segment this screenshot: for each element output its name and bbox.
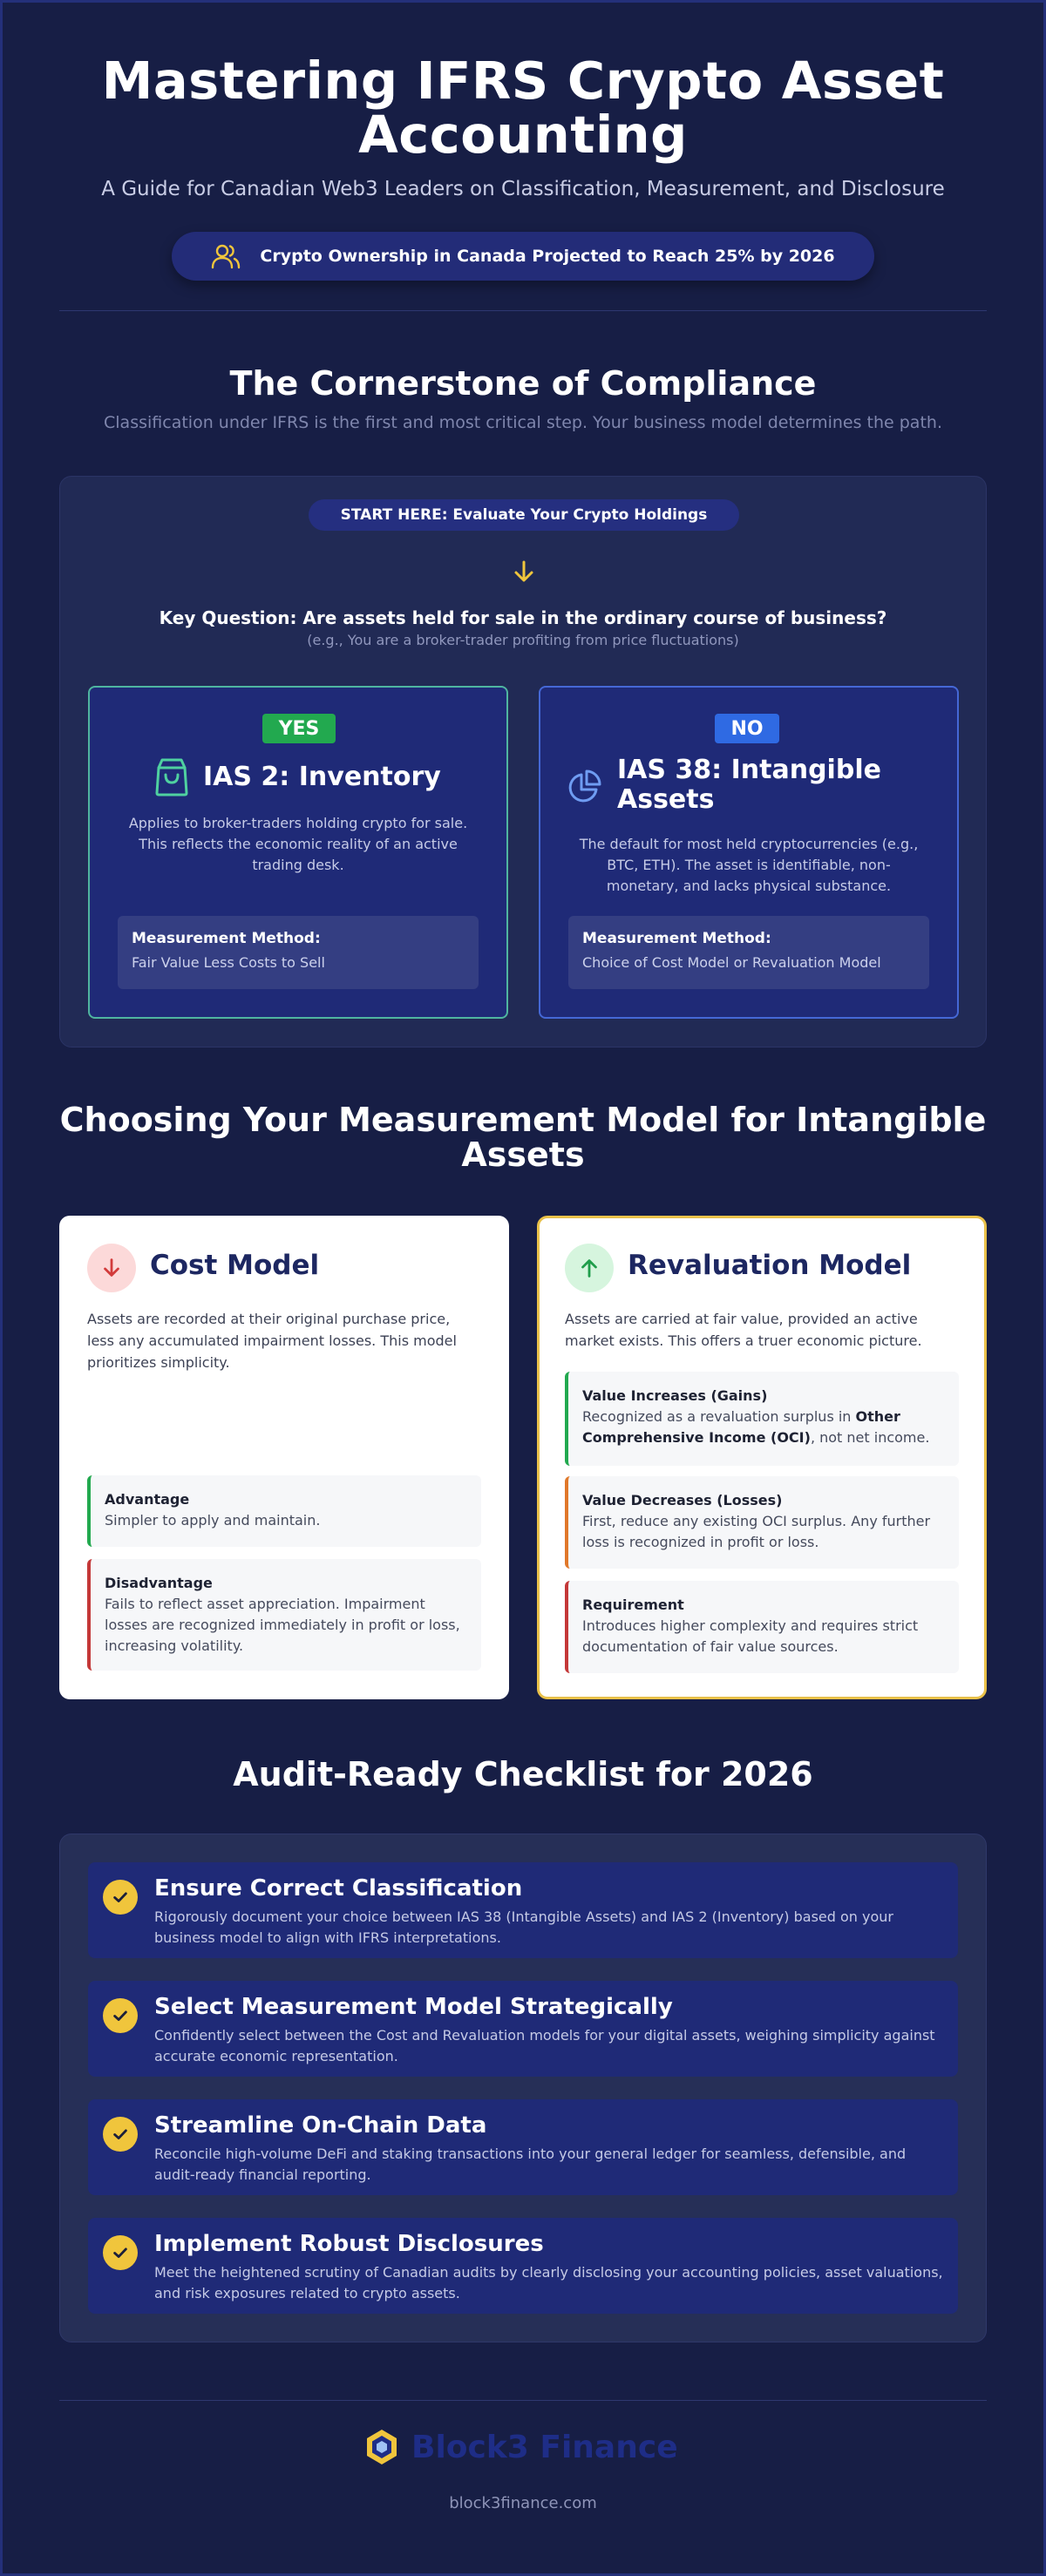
revaluation-model-title: Revaluation Model <box>628 1250 912 1281</box>
divider <box>59 2400 987 2401</box>
gains-text-bold: Other Comprehensive Income (OCI) <box>582 1408 900 1446</box>
cost-model-title: Cost Model <box>150 1250 320 1281</box>
gains-text-pre: Recognized as a revaluation surplus in <box>582 1408 856 1425</box>
gains-title: Value Increases (Gains) <box>582 1387 768 1404</box>
checklist-item <box>88 1862 958 1958</box>
revaluation-model-card <box>537 1216 987 1699</box>
shopping-bag-icon <box>153 757 191 797</box>
disadvantage-text: Fails to reflect asset appreciation. Impairment losses are recognized immediately in profit or loss, increasing volatility. <box>105 1596 460 1654</box>
checklist-item-text: Confidently select between the Cost and Revaluation models for your digital assets, weighing simplicity against accurate economic representation. <box>154 2027 935 2064</box>
ias38-measurement-box <box>568 916 929 989</box>
hexagon-logo-icon <box>364 2428 399 2466</box>
checklist-item-title: Ensure Correct Classification <box>154 1875 523 1901</box>
cost-model-card <box>59 1216 509 1699</box>
page-title: Mastering IFRS Crypto Asset Accounting <box>101 51 945 165</box>
stat-pill-text: Crypto Ownership in Canada Projected to Reach 25% by 2026 <box>260 247 835 266</box>
stat-pill <box>172 232 874 281</box>
check-icon <box>103 2235 138 2270</box>
ias2-title: IAS 2: Inventory <box>203 762 441 792</box>
website-link[interactable]: block3finance.com <box>449 2494 597 2512</box>
users-icon <box>211 243 241 269</box>
gains-box <box>565 1372 959 1466</box>
brand-name: Block3 Finance <box>411 2429 678 2465</box>
ias2-description: Applies to broker-traders holding crypto for sale. This reflects the economic reality of an active trading desk. <box>128 815 468 873</box>
requirement-title: Requirement <box>582 1596 684 1613</box>
requirement-text: Introduces higher complexity and requires strict documentation of fair value sources. <box>582 1617 919 1655</box>
checklist-panel <box>59 1834 987 2342</box>
page-subtitle: A Guide for Canadian Web3 Leaders on Classification, Measurement, and Disclosure <box>101 178 945 200</box>
start-here-pill: START HERE: Evaluate Your Crypto Holdings <box>309 499 739 531</box>
advantage-text: Simpler to apply and maintain. <box>105 1512 321 1529</box>
reval-icon-circle <box>565 1244 614 1292</box>
divider <box>59 310 987 311</box>
classification-title: The Cornerstone of Compliance <box>229 364 817 403</box>
checklist-item-title: Streamline On-Chain Data <box>154 2112 487 2139</box>
checklist-item-title: Select Measurement Model Strategically <box>154 1994 673 2020</box>
checklist-item-title: Implement Robust Disclosures <box>154 2231 544 2257</box>
key-question-example: (e.g., You are a broker-trader profiting from price fluctuations) <box>307 632 739 648</box>
pie-chart-icon <box>567 769 601 804</box>
option-no-card <box>539 686 959 1019</box>
gains-text-post: , not net income. <box>810 1429 930 1446</box>
no-badge: NO <box>715 714 779 743</box>
revaluation-model-description: Assets are carried at fair value, provided an active market exists. This offers a truer economic picture. <box>565 1311 922 1349</box>
measurement-value: Choice of Cost Model or Revaluation Model <box>582 954 881 971</box>
arrow-down-icon <box>99 1256 124 1280</box>
check-icon <box>103 2117 138 2152</box>
check-icon <box>103 1998 138 2033</box>
ias2-measurement-box <box>118 916 479 989</box>
ias38-title: IAS 38: Intangible Assets <box>617 755 881 815</box>
losses-text: First, reduce any existing OCI surplus. Any further loss is recognized in profit or loss. <box>582 1513 931 1550</box>
measurement-value: Fair Value Less Costs to Sell <box>132 954 325 971</box>
checklist-title: Audit-Ready Checklist for 2026 <box>233 1755 813 1793</box>
option-yes-card <box>88 686 508 1019</box>
requirement-box <box>565 1581 959 1673</box>
arrow-up-icon <box>577 1256 601 1280</box>
checklist-item-text: Reconcile high-volume DeFi and staking transactions into your general ledger for seamless, defensible, and audit-ready financial reporting. <box>154 2146 907 2183</box>
measurement-title: Choosing Your Measurement Model for Intangible Assets <box>59 1101 987 1174</box>
checklist-item <box>88 1981 958 2077</box>
advantage-title: Advantage <box>105 1491 190 1508</box>
classification-subtitle: Classification under IFRS is the first and most critical step. Your business model determines the path. <box>104 413 942 432</box>
disadvantage-title: Disadvantage <box>105 1575 213 1591</box>
disadvantage-box <box>87 1559 481 1671</box>
checklist-item <box>88 2218 958 2314</box>
cost-icon-circle <box>87 1244 136 1292</box>
checklist-item <box>88 2099 958 2195</box>
classification-panel <box>59 476 987 1047</box>
yes-badge: YES <box>262 714 336 743</box>
losses-box <box>565 1476 959 1569</box>
arrow-down-icon <box>511 559 537 585</box>
ias38-description: The default for most held cryptocurrencies (e.g., BTC, ETH). The asset is identifiable, non-monetary, and lacks physical substance. <box>579 836 919 894</box>
check-icon <box>103 1880 138 1915</box>
advantage-box <box>87 1475 481 1547</box>
checklist-item-text: Meet the heightened scrutiny of Canadian audits by clearly disclosing your accounting policies, asset valuations, and risk exposures related to crypto assets. <box>154 2264 943 2301</box>
brand-logo[interactable] <box>364 2428 678 2466</box>
gains-text <box>582 1407 945 1448</box>
measurement-label: Measurement Method: <box>132 930 321 947</box>
checklist-item-text: Rigorously document your choice between IAS 38 (Intangible Assets) and IAS 2 (Inventory) based on your business model to align with IFRS interpretations. <box>154 1908 893 1946</box>
losses-title: Value Decreases (Losses) <box>582 1492 783 1508</box>
cost-model-description: Assets are recorded at their original purchase price, less any accumulated impairment losses. This model prioritizes simplicity. <box>87 1311 457 1371</box>
key-question: Key Question: Are assets held for sale in the ordinary course of business? <box>159 607 887 628</box>
measurement-label: Measurement Method: <box>582 930 771 947</box>
